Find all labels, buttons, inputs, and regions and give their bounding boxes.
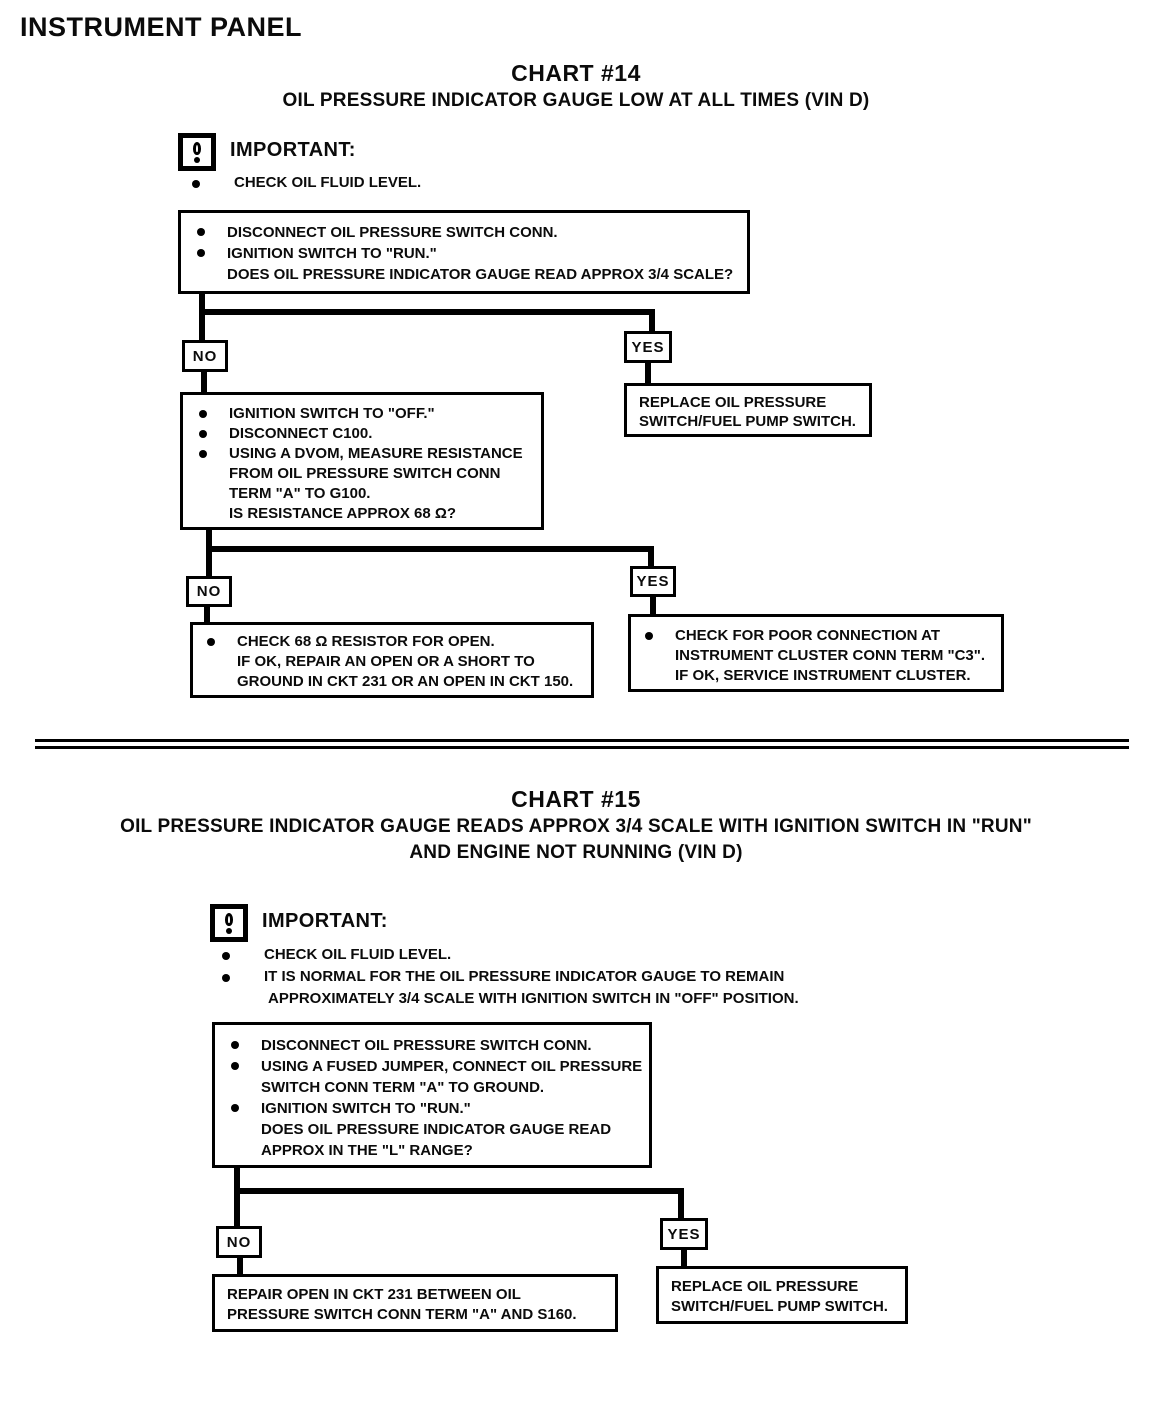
result-text: PRESSURE SWITCH CONN TERM "A" AND S160. xyxy=(227,1306,577,1323)
step-text: DOES OIL PRESSURE INDICATOR GAUGE READ xyxy=(261,1121,612,1138)
important-item xyxy=(222,946,451,963)
important-icon xyxy=(210,904,248,942)
connector-line xyxy=(681,1250,687,1266)
yes-label: YES xyxy=(631,338,665,356)
exclamation-mark xyxy=(193,142,201,155)
important-item xyxy=(268,990,799,1007)
step-line xyxy=(199,424,535,444)
chart14-no2-box xyxy=(186,576,232,607)
result-line xyxy=(207,652,585,672)
chart14-title: CHART #14 xyxy=(511,60,641,86)
no-label: NO xyxy=(196,583,222,600)
step-text: DISCONNECT C100. xyxy=(229,425,373,442)
step-text: FROM OIL PRESSURE SWITCH CONN xyxy=(229,465,501,482)
connector-line xyxy=(206,530,212,576)
bullet-icon xyxy=(192,180,200,188)
important-label: IMPORTANT: xyxy=(230,139,356,161)
chart14-step2-box xyxy=(180,392,544,530)
result-line xyxy=(207,632,585,652)
result-text: CHECK FOR POOR CONNECTION AT xyxy=(675,627,940,644)
result-text: CHECK 68 Ω RESISTOR FOR OPEN. xyxy=(237,633,495,650)
result-text: IF OK, SERVICE INSTRUMENT CLUSTER. xyxy=(675,667,971,684)
step-line xyxy=(231,1056,643,1077)
bullet-icon xyxy=(222,974,230,982)
exclamation-dot xyxy=(194,157,200,163)
step-line xyxy=(199,444,535,464)
connector-line xyxy=(649,309,655,333)
step-line xyxy=(197,264,739,285)
result-line xyxy=(645,666,995,686)
yes-label: YES xyxy=(636,573,670,590)
chart14-yes2-box xyxy=(630,566,676,597)
chart14-no2-result-box xyxy=(190,622,594,698)
no-label: NO xyxy=(192,347,218,365)
exclamation-mark xyxy=(225,913,233,926)
result-text: REPLACE OIL PRESSURE xyxy=(671,1278,859,1295)
step-text: IGNITION SWITCH TO "RUN." xyxy=(227,245,437,262)
chart14-yes1-box xyxy=(624,331,672,363)
result-text: REPLACE OIL PRESSURE xyxy=(639,394,827,411)
step-text: USING A FUSED JUMPER, CONNECT OIL PRESSURE xyxy=(261,1058,643,1075)
step-line xyxy=(231,1119,643,1140)
chart14-yes1-result-box xyxy=(624,383,872,437)
chart15-subtitle-line2: AND ENGINE NOT RUNNING (VIN D) xyxy=(409,842,743,863)
connector-line xyxy=(678,1188,684,1218)
important-icon xyxy=(178,133,216,171)
step-text: IS RESISTANCE APPROX 68 Ω? xyxy=(229,505,457,522)
chart14-step1-box xyxy=(178,210,750,294)
chart15-title: CHART #15 xyxy=(511,786,641,812)
chart15-yes1-result-box xyxy=(656,1266,908,1324)
bullet-icon xyxy=(645,632,653,640)
bullet-icon xyxy=(222,952,230,960)
chart14-yes2-result-box xyxy=(628,614,1004,692)
bullet-icon xyxy=(207,638,215,646)
bullet-icon xyxy=(231,1062,239,1070)
important-item xyxy=(192,174,421,191)
result-line xyxy=(207,672,585,692)
section-divider xyxy=(35,746,1129,749)
connector-line xyxy=(204,607,210,622)
important-label: IMPORTANT: xyxy=(262,910,388,932)
step-line xyxy=(231,1035,643,1056)
step-line xyxy=(199,504,535,524)
result-text: INSTRUMENT CLUSTER CONN TERM "C3". xyxy=(675,647,986,664)
step-line xyxy=(231,1140,643,1161)
result-text: SWITCH/FUEL PUMP SWITCH. xyxy=(639,413,856,430)
step-line xyxy=(199,404,535,424)
bullet-icon xyxy=(199,430,207,438)
chart15-yes1-box xyxy=(660,1218,708,1250)
step-text: USING A DVOM, MEASURE RESISTANCE xyxy=(229,445,523,462)
chart15-no1-box xyxy=(216,1226,262,1258)
important-item-text: CHECK OIL FLUID LEVEL. xyxy=(234,174,422,191)
bullet-icon xyxy=(199,410,207,418)
step-text: TERM "A" TO G100. xyxy=(229,485,371,502)
section-divider xyxy=(35,739,1129,742)
no-label: NO xyxy=(226,1233,252,1251)
connector-line xyxy=(199,293,205,340)
important-item-text: APPROXIMATELY 3/4 SCALE WITH IGNITION SWITCH IN "OFF" POSITION. xyxy=(268,990,799,1007)
step-text: IGNITION SWITCH TO "RUN." xyxy=(261,1100,471,1117)
result-text: REPAIR OPEN IN CKT 231 BETWEEN OIL xyxy=(227,1286,521,1303)
result-text: SWITCH/FUEL PUMP SWITCH. xyxy=(671,1298,888,1315)
important-item xyxy=(222,968,784,985)
bullet-icon xyxy=(199,450,207,458)
connector-line xyxy=(650,597,656,614)
step-line xyxy=(197,222,739,243)
step-line xyxy=(197,243,739,264)
result-line xyxy=(645,646,995,666)
connector-line xyxy=(206,546,654,552)
connector-line xyxy=(201,372,207,392)
step-line xyxy=(199,484,535,504)
chart15-subtitle-line1: OIL PRESSURE INDICATOR GAUGE READS APPROX 3/4 SCALE WITH IGNITION SWITCH IN "RUN" xyxy=(120,816,1032,837)
connector-line xyxy=(648,546,654,566)
connector-line xyxy=(234,1188,684,1194)
important-item-text: IT IS NORMAL FOR THE OIL PRESSURE INDICATOR GAUGE TO REMAIN xyxy=(264,968,785,985)
step-text: SWITCH CONN TERM "A" TO GROUND. xyxy=(261,1079,545,1096)
bullet-icon xyxy=(197,228,205,236)
step-line xyxy=(231,1077,643,1098)
chart14-no1-box xyxy=(182,340,228,372)
step-text: IGNITION SWITCH TO "OFF." xyxy=(229,405,435,422)
result-line xyxy=(645,626,995,646)
step-text: DOES OIL PRESSURE INDICATOR GAUGE READ APPROX 3/4 SCALE? xyxy=(227,266,734,283)
step-text: DISCONNECT OIL PRESSURE SWITCH CONN. xyxy=(261,1037,592,1054)
chart15-no1-result-box xyxy=(212,1274,618,1332)
connector-line xyxy=(645,363,651,383)
chart15-step1-box xyxy=(212,1022,652,1168)
important-item-text: CHECK OIL FLUID LEVEL. xyxy=(264,946,452,963)
step-text: DISCONNECT OIL PRESSURE SWITCH CONN. xyxy=(227,224,558,241)
page-title: INSTRUMENT PANEL xyxy=(20,12,302,42)
step-line xyxy=(231,1098,643,1119)
bullet-icon xyxy=(231,1104,239,1112)
exclamation-dot xyxy=(226,928,232,934)
chart14-subtitle: OIL PRESSURE INDICATOR GAUGE LOW AT ALL TIMES (VIN D) xyxy=(282,90,870,111)
connector-line xyxy=(237,1258,243,1274)
bullet-icon xyxy=(197,249,205,257)
result-text: IF OK, REPAIR AN OPEN OR A SHORT TO xyxy=(237,653,535,670)
yes-label: YES xyxy=(667,1225,701,1243)
step-text: APPROX IN THE "L" RANGE? xyxy=(261,1142,473,1159)
bullet-icon xyxy=(231,1041,239,1049)
step-line xyxy=(199,464,535,484)
connector-line xyxy=(234,1168,240,1226)
result-text: GROUND IN CKT 231 OR AN OPEN IN CKT 150. xyxy=(237,673,574,690)
connector-line xyxy=(199,309,655,315)
